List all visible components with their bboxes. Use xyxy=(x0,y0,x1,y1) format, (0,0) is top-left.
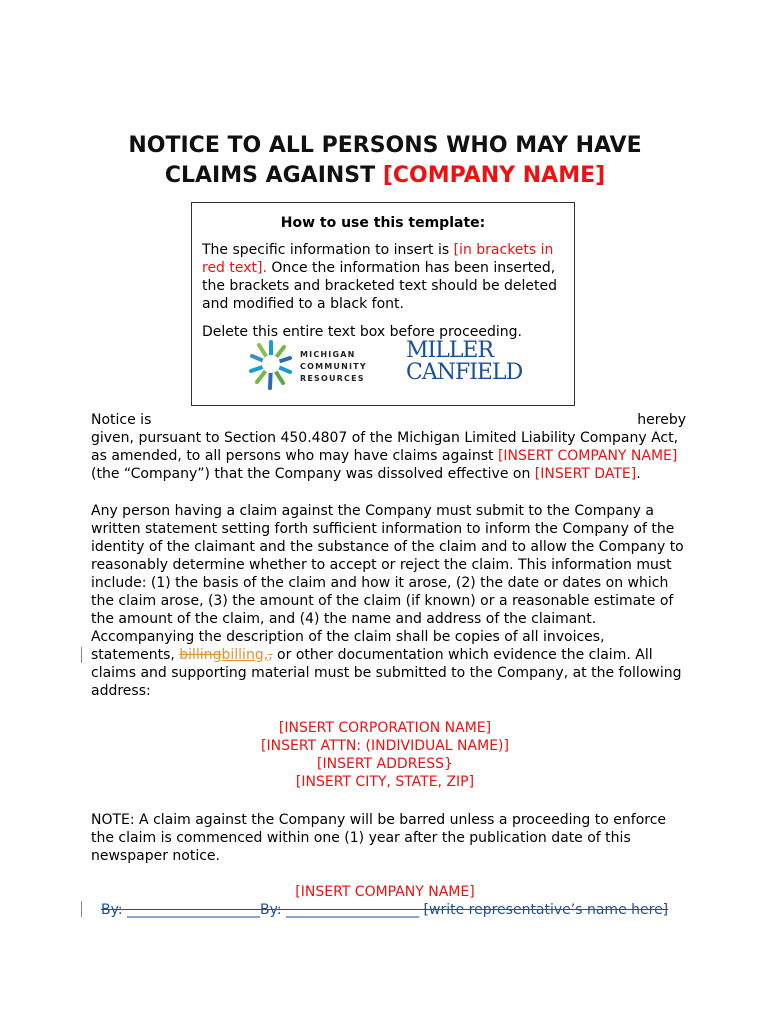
claim-line: claims and supporting material must be submitted to the Company, at the following xyxy=(91,665,682,681)
claim-line: identity of the claimant and the substance of the claim and to allow the Company to xyxy=(91,539,684,555)
box-line-2: red text]. Once the information has been inserted, xyxy=(202,260,556,276)
address-field: [INSERT ADDRESS} xyxy=(317,756,453,772)
representative-name-field: [write representative’s name here] xyxy=(419,902,669,918)
signature-line[interactable] xyxy=(101,901,668,919)
date-field: [INSERT DATE] xyxy=(534,466,637,482)
notice-line-3: as amended, to all persons who may have claims against [INSERT COMPANY NAME] xyxy=(91,448,678,464)
claim-requirements-paragraph xyxy=(91,502,686,700)
company-name-field: [INSERT COMPANY NAME] xyxy=(497,448,678,464)
claim-line: include: (1) the basis of the claim and how it arose, (2) the date or dates on which xyxy=(91,575,669,591)
box-line-3: the brackets and bracketed text should be deleted xyxy=(202,278,558,294)
notice-line-4: (the “Company”) that the Company was dissolved effective on [INSERT DATE]. xyxy=(91,466,641,482)
box-line-4: and modified to a black font. xyxy=(202,296,404,312)
michigan-community-resources-wordmark: MICHIGAN COMMUNITY RESOURCES xyxy=(300,350,367,383)
tracked-deletion[interactable]: billing xyxy=(179,647,222,663)
title-line-1: NOTICE TO ALL PERSONS WHO MAY HAVE xyxy=(128,133,642,158)
document-title xyxy=(60,131,710,191)
title-prefix: CLAIMS AGAINST xyxy=(164,163,383,188)
claim-line: address: xyxy=(91,683,151,699)
claim-line-tracked: statements, billingbilling,, or other documentation which evidence the claim. All xyxy=(91,647,653,663)
title-line-2 xyxy=(60,161,710,191)
claim-line: the amount of the claim, and (4) the name and address of the claimant. xyxy=(91,611,597,627)
claim-line: Any person having a claim against the Company must submit to the Company a xyxy=(91,503,654,519)
tracked-insertion[interactable]: billing, xyxy=(221,647,269,663)
claim-line: the claim arose, (3) the amount of the claim (if known) or a reasonable estimate of xyxy=(91,593,674,609)
city-state-zip-field: [INSERT CITY, STATE, ZIP] xyxy=(295,774,475,790)
company-name-placeholder: [COMPANY NAME] xyxy=(382,163,606,188)
claims-address-block xyxy=(60,719,710,791)
michigan-community-resources-logo-mark xyxy=(248,338,294,394)
note-line: NOTE: A claim against the Company will be barred unless a proceeding to enforce xyxy=(91,812,667,828)
claim-line: Accompanying the description of the claim shall be copies of all invoices, xyxy=(91,629,605,645)
tracked-insertion: By: ___________________ xyxy=(260,902,420,918)
change-bar xyxy=(81,901,82,917)
signature-company-field: [INSERT COMPANY NAME] xyxy=(295,884,475,900)
box-delete-note: Delete this entire text box before proceeding. xyxy=(202,324,522,340)
notice-line-2: given, pursuant to Section 450.4807 of the Michigan Limited Liability Company Act, xyxy=(91,430,679,446)
box-line-1: The specific information to insert is [in brackets in xyxy=(202,242,554,258)
note-line: the claim is commenced within one (1) year after the publication date of this xyxy=(91,830,631,846)
box-heading: How to use this template: xyxy=(280,215,486,231)
note-paragraph xyxy=(91,811,686,865)
tracked-deletion: By: ___________________ xyxy=(101,902,261,918)
claim-line: written statement setting forth sufficient information to inform the Company of the xyxy=(91,521,675,537)
note-line: newspaper notice. xyxy=(91,848,220,864)
miller-canfield-logo: MILLER CANFIELD xyxy=(406,338,523,385)
box-instructions xyxy=(202,241,560,313)
notice-paragraph xyxy=(91,411,686,483)
notice-line-1: Notice is hereby xyxy=(91,412,686,428)
template-instructions-box[interactable] xyxy=(191,202,575,406)
corporation-name-field: [INSERT CORPORATION NAME] xyxy=(278,720,492,736)
logos-row xyxy=(248,338,538,398)
attn-field: [INSERT ATTN: (INDIVIDUAL NAME)] xyxy=(261,738,509,754)
claim-line: reasonably determine whether to accept or reject the claim. This information must xyxy=(91,557,672,573)
tracked-deletion[interactable]: , xyxy=(268,647,273,663)
change-bar xyxy=(81,647,82,663)
